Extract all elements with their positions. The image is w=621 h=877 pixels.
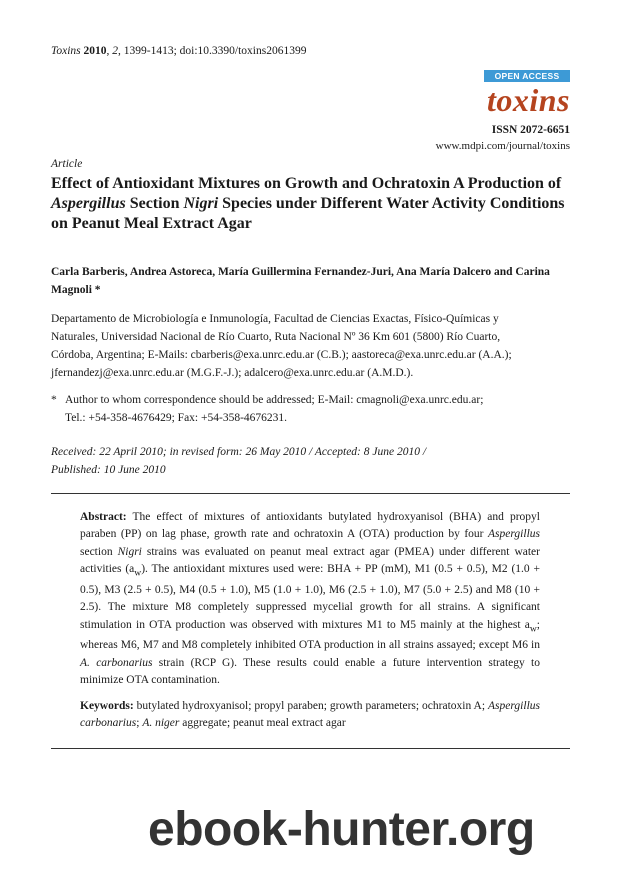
keywords-label: Keywords: xyxy=(80,700,134,712)
journal-volume: 2 xyxy=(112,45,118,57)
affiliation xyxy=(51,310,571,382)
abstract-text: ). The antioxidant mixtures used were: BHA + PP (mM), M1 (0.5 + 0.5), M2 (1.0 + 0.5), M3 (2.5 + 0.5), M4 (0.5 + 1.0), M5 (1.0 + 1.0), M6 (2.5 + 1.0), M7 (5.0 + 2.5) and M8 (10 + 2.5). The mixture M8 completely suppressed mycelial growth for all strains. A significant stimulation in OTA production was observed with mixtures M1 to M5 mainly at the highest a xyxy=(80,563,540,631)
abstract-subscript: w xyxy=(529,623,537,635)
affiliation-line: Departamento de Microbiología e Inmunología, Facultad de Ciencias Exactas, Físico-Químicas y xyxy=(51,313,499,325)
abstract-top-rule xyxy=(51,493,570,494)
journal-name: Toxins xyxy=(51,45,81,57)
abstract xyxy=(80,509,540,690)
article-type: Article xyxy=(51,158,83,170)
abstract-text: The effect of mixtures of antioxidants butylated hydroxyanisol (BHA) and propyl paraben (PP) on lag phase, growth rate and ochratoxin A (OTA) production by four xyxy=(80,511,540,541)
correspondence-line: Tel.: +54-358-4676429; Fax: +54-358-4676231. xyxy=(65,412,288,424)
affiliation-line: Naturales, Universidad Nacional de Río Cuarto, Ruta Nacional Nº 36 Km 601 (5800) Río Cuarto, xyxy=(51,331,501,343)
journal-citation: Toxins 2010, 2, 1399-1413; doi:10.3390/toxins2061399 xyxy=(51,45,307,57)
abstract-italic: A. carbonarius xyxy=(80,656,153,669)
title-part-3: Species under Different Water Activity Conditions on Peanut Meal Extract Agar xyxy=(51,195,565,232)
affiliation-line: Córdoba, Argentina; E-Mails: cbarberis@exa.unrc.edu.ar (C.B.); aastoreca@exa.unrc.edu.ar (A.A.); xyxy=(51,349,512,361)
abstract-text: strains was evaluated on peanut meal extract agar (PMEA) under different water activities (a xyxy=(80,545,540,576)
journal-logo: toxins xyxy=(486,82,570,118)
abstract-text: strain (RCP G). These results could enable a future intervention strategy to minimize OTA contamination. xyxy=(80,656,540,687)
abstract-bottom-rule xyxy=(51,748,570,749)
abstract-text: section xyxy=(80,545,118,558)
dates-line: Published: 10 June 2010 xyxy=(51,464,166,476)
correspondence-line: Author to whom correspondence should be addressed; E-Mail: cmagnoli@exa.unrc.edu.ar; xyxy=(65,394,484,406)
journal-pages-doi: 1399-1413; doi:10.3390/toxins2061399 xyxy=(123,45,307,57)
abstract-italic: Nigri xyxy=(117,545,142,558)
journal-website[interactable]: www.mdpi.com/journal/toxins xyxy=(435,140,570,152)
keywords-text: ; xyxy=(136,717,143,730)
abstract-label: Abstract: xyxy=(80,511,127,523)
affiliation-line: jfernandezj@exa.unrc.edu.ar (M.G.F.-J.); adalcero@exa.unrc.edu.ar (A.M.D.). xyxy=(51,367,414,379)
article-title xyxy=(51,174,571,234)
issn: ISSN 2072-6651 xyxy=(491,124,570,136)
title-part-2: Section xyxy=(125,195,184,212)
title-genus: Aspergillus xyxy=(51,195,126,212)
journal-year: 2010 xyxy=(83,45,107,57)
abstract-subscript: w xyxy=(134,567,142,579)
dates-line: Received: 22 April 2010; in revised form: 26 May 2010 / Accepted: 8 June 2010 / xyxy=(51,446,427,458)
abstract-italic: Aspergillus xyxy=(488,528,540,541)
keywords xyxy=(80,698,540,733)
open-access-badge: OPEN ACCESS xyxy=(484,70,570,82)
abstract-text: ; whereas M6, M7 and M8 completely inhibited OTA production in all strains assayed; except M6 in xyxy=(80,618,540,652)
correspondence-marker: * xyxy=(51,394,57,406)
keywords-italic: Aspergillus carbonarius xyxy=(80,700,540,730)
keywords-text: aggregate; peanut meal extract agar xyxy=(179,717,346,730)
keywords-text: butylated hydroxyanisol; propyl paraben; growth parameters; ochratoxin A; xyxy=(133,700,489,712)
title-section: Nigri xyxy=(183,195,219,212)
publication-dates xyxy=(51,443,571,479)
watermark: ebook-hunter.org xyxy=(148,803,535,856)
title-part-1: Effect of Antioxidant Mixtures on Growth and Ochratoxin A Production of xyxy=(51,175,562,192)
keywords-italic: A. niger xyxy=(142,717,180,730)
author-list: Carla Barberis, Andrea Astoreca, María Guillermina Fernandez-Juri, Ana María Dalcero and Carina Magnoli * xyxy=(51,266,550,296)
